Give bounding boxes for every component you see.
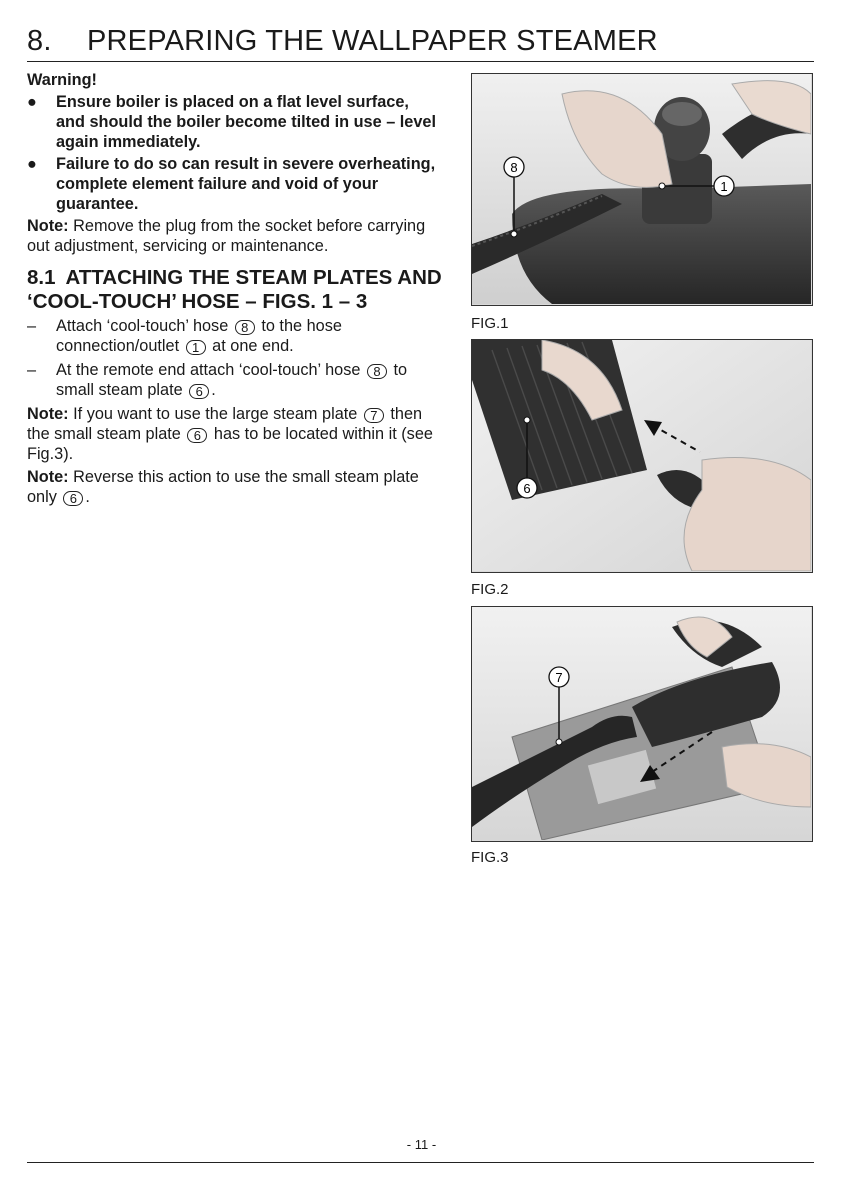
callout-label: 6 <box>523 481 531 496</box>
figure-3-photo <box>471 606 813 842</box>
step-text: to small steam plate <box>56 361 408 399</box>
warning-bullet-text: Ensure boiler is placed on a flat level surface, and should the boiler become tilted in use – level again immediately. <box>56 93 436 151</box>
warning-bullet-text: Failure to do so can result in severe overheating, complete element failure and void of your guarantee. <box>56 155 436 213</box>
callout-number: 8 <box>367 364 387 379</box>
callout-number: 1 <box>186 340 206 355</box>
warning-bullet-1 <box>27 92 442 152</box>
bullet-icon: ● <box>27 93 37 111</box>
step-text: at one end. <box>212 337 294 355</box>
note-text: has to be located within it (see Fig.3). <box>27 425 433 463</box>
bottom-rule <box>27 1162 814 1163</box>
note-text: . <box>85 488 90 506</box>
note-reverse <box>27 467 442 507</box>
note-text: Remove the plug from the socket before carrying out adjustment, servicing or maintenance. <box>27 217 426 255</box>
step-text: . <box>211 381 216 399</box>
warning-heading: Warning! <box>27 71 97 89</box>
note-text: If you want to use the large steam plate <box>73 405 358 423</box>
note-text: then the small steam plate <box>27 405 423 443</box>
figure-2-photo <box>471 339 813 573</box>
note-text: Reverse this action to use the small steam plate only <box>27 468 419 506</box>
bullet-icon: ● <box>27 155 37 173</box>
section-title: ATTACHING THE STEAM PLATES AND ‘COOL-TOUCH’ HOSE – FIGS. 1 – 3 <box>27 266 442 313</box>
section-number: 8.1 <box>27 266 56 289</box>
callout-label: 7 <box>555 670 563 685</box>
note-label: Note: <box>27 405 69 423</box>
callout-number: 6 <box>187 428 207 443</box>
figure-1-photo <box>471 73 813 306</box>
callout-number: 6 <box>189 384 209 399</box>
title-number: 8. <box>27 25 52 57</box>
figure-3-illustration <box>472 607 811 840</box>
callout-label: 1 <box>720 179 728 194</box>
page-title <box>27 24 817 58</box>
title-text: PREPARING THE WALLPAPER STEAMER <box>87 25 658 57</box>
warning-bullet-2 <box>27 154 442 214</box>
step-text: At the remote end attach ‘cool-touch’ hose <box>56 361 361 379</box>
figure-1-label: FIG.1 <box>471 315 509 332</box>
step-text: Attach ‘cool-touch’ hose <box>56 317 229 335</box>
note-label: Note: <box>27 468 69 486</box>
callout-number: 8 <box>235 320 255 335</box>
section-heading <box>27 266 442 313</box>
callout-number: 7 <box>364 408 384 423</box>
dash-marker: – <box>27 317 37 335</box>
hand-bottom <box>684 458 811 572</box>
page-number: - 11 - <box>406 1137 437 1152</box>
step-2 <box>27 360 442 400</box>
note-large-plate <box>27 404 442 464</box>
figure-3-label: FIG.3 <box>471 849 509 866</box>
note-plug <box>27 216 442 256</box>
figure-1-illustration <box>472 74 811 304</box>
top-rule <box>27 61 814 62</box>
instructions-column <box>27 70 442 507</box>
figure-2-label: FIG.2 <box>471 581 509 598</box>
note-label: Note: <box>27 217 69 235</box>
callout-label: 8 <box>510 160 518 175</box>
step-1 <box>27 316 442 356</box>
figure-2-illustration <box>472 340 811 571</box>
step-text: to the hose connection/outlet <box>56 317 342 355</box>
dash-marker: – <box>27 361 37 379</box>
callout-number: 6 <box>63 491 83 506</box>
